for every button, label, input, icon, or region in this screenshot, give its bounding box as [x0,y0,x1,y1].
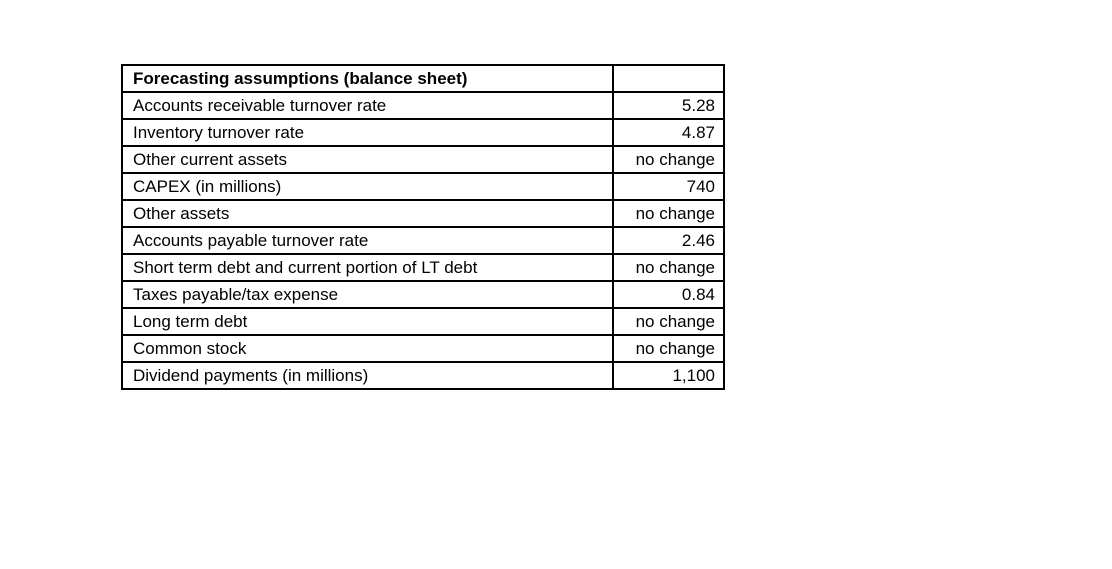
row-value: no change [613,146,724,173]
table-row [122,119,724,146]
row-value: 2.46 [613,227,724,254]
row-value: 740 [613,173,724,200]
row-value: 5.28 [613,92,724,119]
row-label: Common stock [122,335,613,362]
row-label: Accounts receivable turnover rate [122,92,613,119]
table-row [122,227,724,254]
row-value: no change [613,254,724,281]
table-title: Forecasting assumptions (balance sheet) [122,65,613,92]
row-label: Dividend payments (in millions) [122,362,613,389]
row-value: 1,100 [613,362,724,389]
table-row [122,173,724,200]
row-value: no change [613,335,724,362]
row-label: CAPEX (in millions) [122,173,613,200]
row-value: no change [613,200,724,227]
table-row [122,254,724,281]
table-row [122,308,724,335]
table-row [122,281,724,308]
table-header-row [122,65,724,92]
header-value-cell [613,65,724,92]
row-label: Other assets [122,200,613,227]
table-row [122,146,724,173]
row-value: 0.84 [613,281,724,308]
row-label: Short term debt and current portion of LT debt [122,254,613,281]
table-row [122,92,724,119]
row-label: Inventory turnover rate [122,119,613,146]
forecasting-assumptions-table [121,64,725,390]
table-row [122,362,724,389]
row-value: no change [613,308,724,335]
row-label: Other current assets [122,146,613,173]
row-label: Accounts payable turnover rate [122,227,613,254]
row-label: Taxes payable/tax expense [122,281,613,308]
table-row [122,200,724,227]
row-value: 4.87 [613,119,724,146]
assumptions-sheet [121,64,725,390]
table-row [122,335,724,362]
row-label: Long term debt [122,308,613,335]
